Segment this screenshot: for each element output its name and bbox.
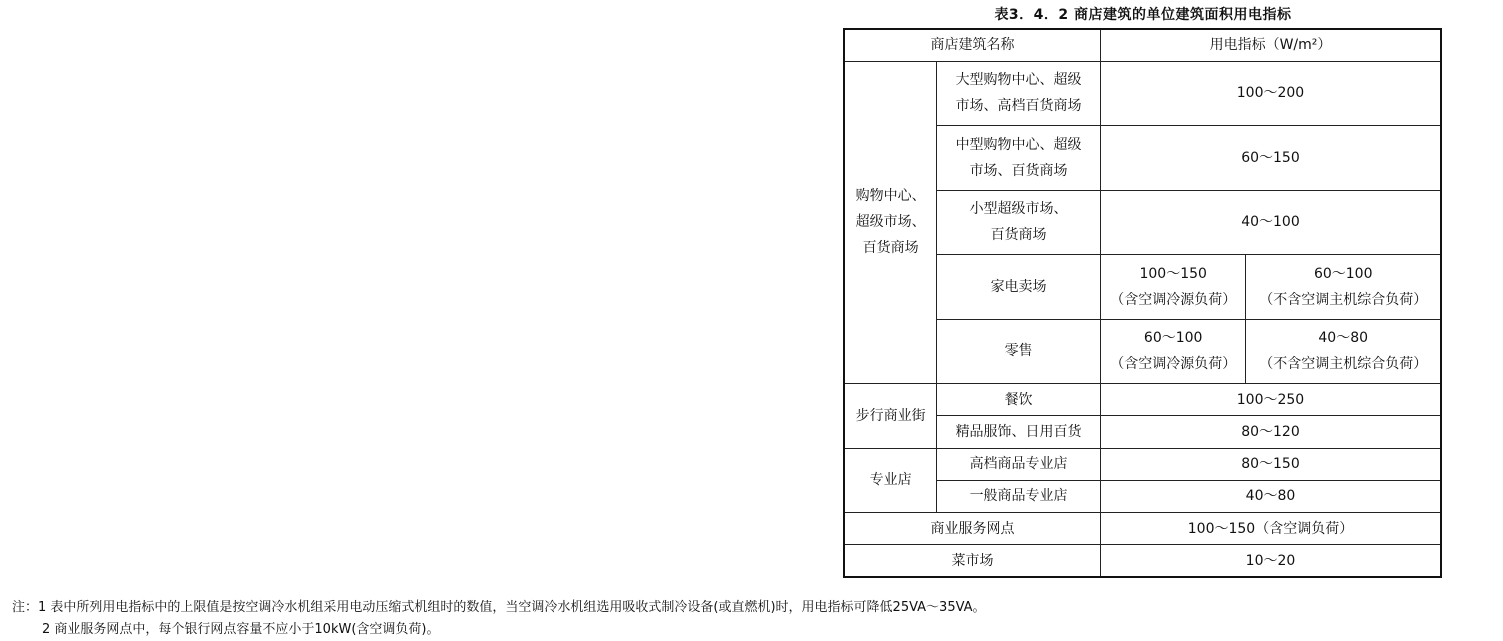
row-market-value: 10～20 [1100, 545, 1441, 577]
table-row [844, 448, 1441, 480]
row-general-name: 一般商品专业店 [937, 480, 1101, 512]
row-service-name: 商业服务网点 [844, 513, 1100, 545]
row-boutique-name: 精品服饰、日用百货 [937, 416, 1101, 448]
header-building-name: 商店建筑名称 [844, 29, 1100, 61]
group-shopping-line: 超级市场、 [855, 214, 926, 231]
row-general-value: 40～80 [1100, 480, 1441, 512]
group-street: 步行商业街 [844, 384, 937, 448]
row-market-name: 菜市场 [844, 545, 1100, 577]
row-high-value: 80～150 [1100, 448, 1441, 480]
row-appliance-name: 家电卖场 [937, 255, 1101, 319]
value-line: 60～100 [1313, 265, 1373, 282]
value-line: （含空调冷源负荷） [1110, 291, 1237, 308]
row-medium-name [937, 126, 1101, 190]
row-small-value: 40～100 [1100, 190, 1441, 254]
note-1: 注：1 表中所列用电指标中的上限值是按空调冷水机组采用电动压缩式机组时的数值，当空调冷水机组选用吸收式制冷设备(或直燃机)时，用电指标可降低25VA～35VA。 [12, 600, 986, 615]
table-caption: 表3．4．2 商店建筑的单位建筑面积用电指标 [994, 7, 1292, 23]
row-large-name [937, 61, 1101, 125]
row-dining-name: 餐饮 [937, 384, 1101, 416]
electricity-indicator-table [843, 28, 1442, 578]
table-header-row [844, 29, 1441, 61]
table-row [844, 61, 1441, 125]
row-dining-value: 100～250 [1100, 384, 1441, 416]
group-shopping-line: 百货商场 [862, 240, 919, 257]
value-line: 60～100 [1143, 330, 1203, 347]
row-retail-name: 零售 [937, 319, 1101, 383]
row-retail-value-a [1100, 319, 1245, 383]
value-line: （不含空调主机综合负荷） [1259, 291, 1428, 308]
row-medium-value: 60～150 [1100, 126, 1441, 190]
table-row [844, 545, 1441, 577]
name-line: 市场、高档百货商场 [955, 98, 1082, 115]
value-line: （含空调冷源负荷） [1110, 356, 1237, 373]
name-line: 百货商场 [990, 227, 1047, 244]
row-service-value: 100～150（含空调负荷） [1100, 513, 1441, 545]
row-small-name [937, 190, 1101, 254]
value-line: （不含空调主机综合负荷） [1259, 356, 1428, 373]
value-line: 100～150 [1139, 265, 1207, 282]
group-shopping [844, 61, 937, 383]
row-appliance-value-a [1100, 255, 1245, 319]
row-appliance-value-b [1246, 255, 1441, 319]
row-high-name: 高档商品专业店 [937, 448, 1101, 480]
row-retail-value-b [1246, 319, 1441, 383]
row-large-value: 100～200 [1100, 61, 1441, 125]
name-line: 中型购物中心、超级 [955, 136, 1082, 153]
note-2: 2 商业服务网点中，每个银行网点容量不应小于10kW(含空调负荷)。 [42, 622, 440, 637]
table-row [844, 513, 1441, 545]
table-notes [12, 597, 986, 641]
name-line: 大型购物中心、超级 [955, 72, 1082, 89]
value-line: 40～80 [1318, 330, 1369, 347]
name-line: 市场、百货商场 [969, 162, 1068, 179]
row-boutique-value: 80～120 [1100, 416, 1441, 448]
header-indicator: 用电指标（W/m²） [1100, 29, 1441, 61]
group-shopping-line: 购物中心、 [855, 188, 926, 205]
table-row [844, 384, 1441, 416]
name-line: 小型超级市场、 [969, 201, 1068, 218]
group-specialty: 专业店 [844, 448, 937, 512]
